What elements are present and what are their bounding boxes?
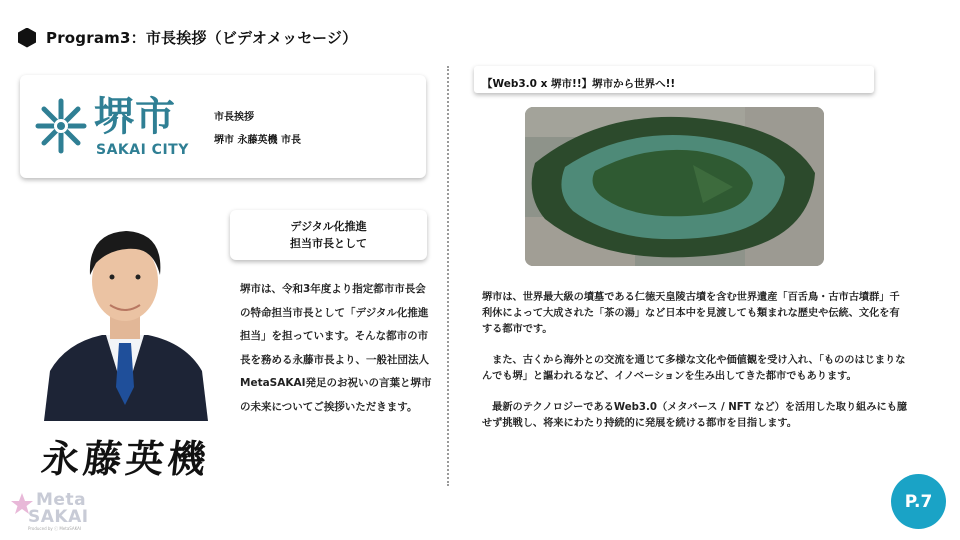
page-number-badge: P.7: [891, 474, 946, 529]
right-body-text: [482, 290, 908, 447]
title-bar: [18, 27, 357, 48]
headline-text: 【Web3.0 x 堺市!!】堺市から世界へ!!: [482, 78, 676, 90]
role-line-2: 担当市長として: [290, 237, 367, 250]
mayor-signature: 永藤英機: [39, 436, 213, 481]
sakai-logo-card: [20, 75, 426, 178]
logo-roman: SAKAI CITY: [96, 142, 189, 158]
hexagon-icon: [18, 28, 36, 48]
kofun-aerial-photo: [525, 107, 824, 266]
body-paragraph: 最新のテクノロジーであるWeb3.0（メタバース / NFT など）を活用した取り組みにも臆せず挑戦し、将来にわたり持続的に発展を続ける都市を目指します。: [482, 402, 908, 429]
sakai-city-emblem-icon: [30, 95, 92, 157]
mayor-portrait: [36, 211, 214, 421]
body-paragraph: 堺市は、世界最大級の墳墓である仁徳天皇陵古墳を含む世界遺産「百舌鳥・古市古墳群」千利休によって大成された「茶の湯」など日本中を見渡しても類まれな歴史や伝統、文化を有する都市です。: [482, 292, 900, 335]
metasakai-logo: [8, 488, 108, 532]
logo-kanji: 堺市: [94, 94, 176, 140]
brand-line-1: Meta: [36, 490, 87, 510]
page-title: Program3：市長挨拶（ビデオメッセージ）: [46, 29, 358, 47]
brand-credit: Produced by ⓒ MetaSAKAI: [28, 526, 82, 531]
column-divider: [447, 66, 449, 486]
greeting-label: 市長挨拶: [214, 112, 254, 123]
role-line-1: デジタル化推進: [290, 220, 367, 233]
headline-card: [474, 66, 874, 93]
role-card: [230, 210, 427, 260]
brand-line-2: SAKAI: [28, 507, 89, 527]
body-paragraph: また、古くから海外との交流を通じて多様な文化や価値観を受け入れ、「もののはじまりなんでも堺」と謳われるなど、イノベーションを生み出してきた都市でもあります。: [482, 355, 906, 382]
mayor-intro-text: 堺市は、令和3年度より指定都市市長会の特命担当市長として「デジタル化推進担当」を担っています。そんな都市の市長を務める永藤市長より、一般社団法人MetaSAKAI発足のお祝いの言葉と堺市の未来についてご挨拶いただきます。: [240, 283, 432, 413]
mayor-name: 堺市 永藤英機 市長: [214, 135, 301, 146]
